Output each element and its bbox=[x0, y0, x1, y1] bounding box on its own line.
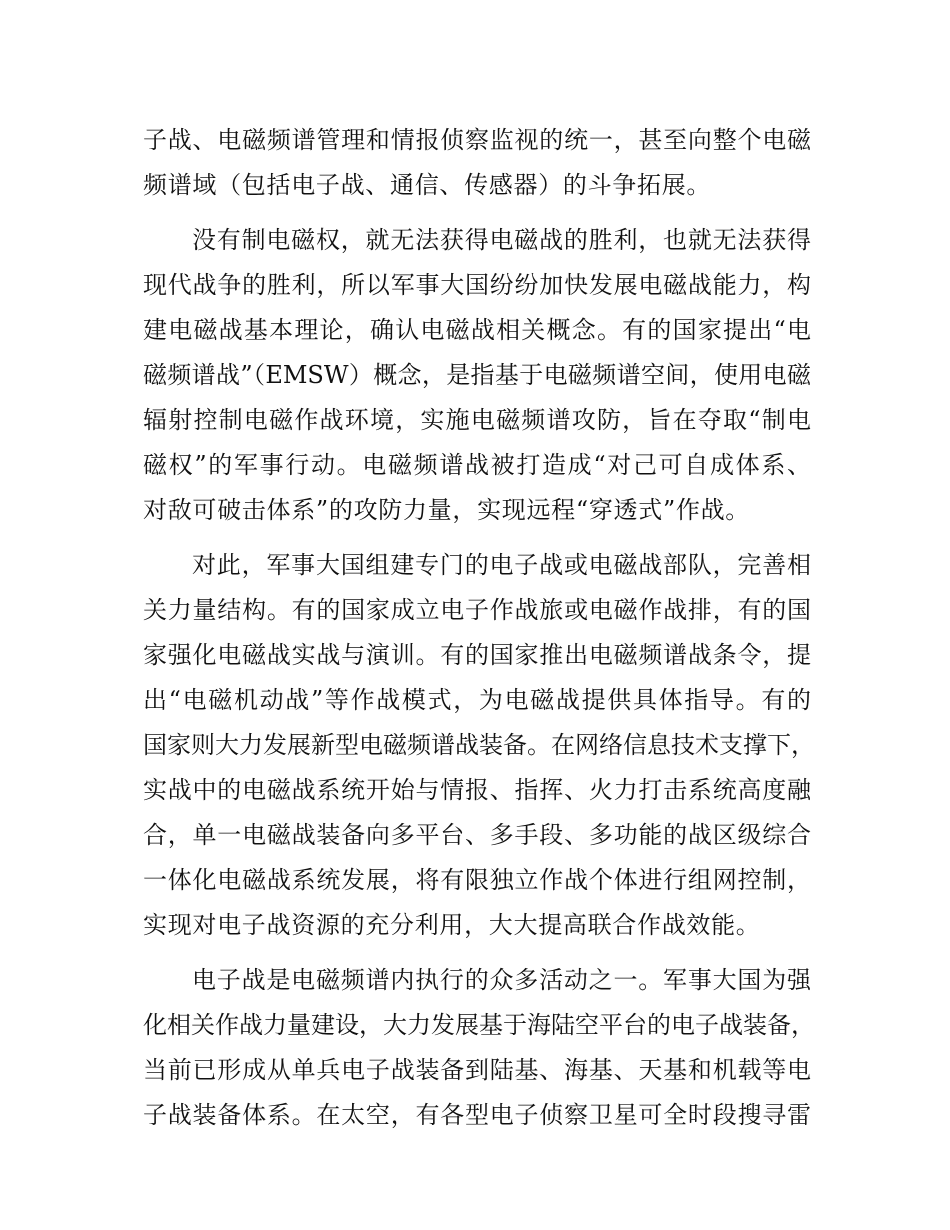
text-line: 现代战争的胜利，所以军事大国纷纷加快发展电磁战能力，构 bbox=[143, 271, 811, 299]
text-line: 当前已形成从单兵电子战装备到陆基、海基、天基和机载等电 bbox=[143, 1056, 811, 1084]
document-page bbox=[143, 118, 815, 1148]
paragraph-1 bbox=[143, 118, 811, 208]
text-line: 频谱域（包括电子战、通信、传感器）的斗争拓展。 bbox=[143, 171, 712, 199]
text-line: 磁权”的军事行动。电磁频谱战被打造成“对己可自成体系、 bbox=[143, 451, 811, 479]
text-line: 关力量结构。有的国家成立电子作战旅或电磁作战排，有的国 bbox=[143, 596, 811, 624]
text-line: 实战中的电磁战系统开始与情报、指挥、火力打击系统高度融 bbox=[143, 776, 811, 804]
text-line: 国家则大力发展新型电磁频谱战装备。在网络信息技术支撑下， bbox=[143, 731, 815, 759]
text-line: 子战装备体系。在太空，有各型电子侦察卫星可全时段搜寻雷 bbox=[143, 1101, 811, 1129]
text-line: 子战、电磁频谱管理和情报侦察监视的统一，甚至向整个电磁 bbox=[143, 126, 811, 154]
text-line: 家强化电磁战实战与演训。有的国家推出电磁频谱战条令，提 bbox=[143, 641, 811, 669]
paragraph-4 bbox=[143, 958, 815, 1138]
text-line: 对敌可破击体系”的攻防力量，实现远程“穿透式”作战。 bbox=[143, 496, 751, 524]
text-line: 磁频谱战”（EMSW）概念，是指基于电磁频谱空间，使用电磁 bbox=[143, 361, 811, 389]
text-line: 辐射控制电磁作战环境，实施电磁频谱攻防，旨在夺取“制电 bbox=[143, 406, 811, 434]
text-line: 电子战是电磁频谱内执行的众多活动之一。军事大国为强 bbox=[192, 966, 811, 994]
text-line: 实现对电子战资源的充分利用，大大提高联合作战效能。 bbox=[143, 911, 761, 939]
text-line: 一体化电磁战系统发展，将有限独立作战个体进行组网控制， bbox=[143, 866, 811, 894]
paragraph-2 bbox=[143, 218, 811, 533]
text-line: 合，单一电磁战装备向多平台、多手段、多功能的战区级综合 bbox=[143, 821, 811, 849]
text-line: 对此，军事大国组建专门的电子战或电磁战部队，完善相 bbox=[192, 551, 811, 579]
text-line: 出“电磁机动战”等作战模式，为电磁战提供具体指导。有的 bbox=[143, 686, 811, 714]
text-line: 建电磁战基本理论，确认电磁战相关概念。有的国家提出“电 bbox=[143, 316, 811, 344]
paragraph-3 bbox=[143, 543, 815, 948]
text-line: 没有制电磁权，就无法获得电磁战的胜利，也就无法获得 bbox=[192, 226, 811, 254]
text-line: 化相关作战力量建设，大力发展基于海陆空平台的电子战装备， bbox=[143, 1011, 815, 1039]
